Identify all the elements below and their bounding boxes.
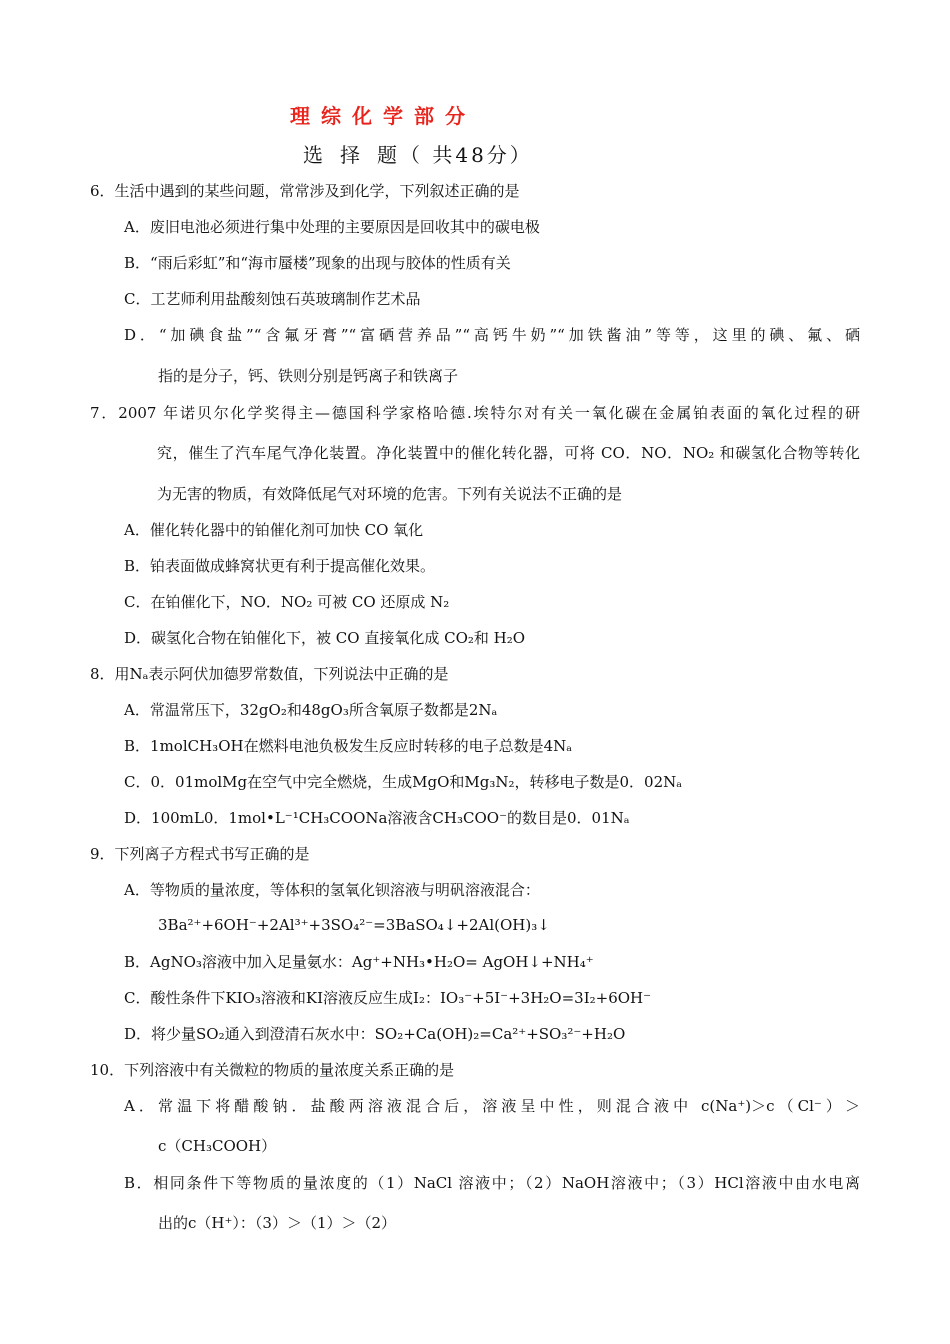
subtitle-part-2: 择 [340, 143, 363, 167]
question-7-option-b: B．铂表面做成蜂窝状更有利于提高催化效果。 [124, 557, 436, 575]
question-10-option-a-line-2: c（CH₃COOH） [158, 1137, 277, 1155]
question-8-option-a: A．常温常压下，32gO₂和48gO₃所含氧原子数都是2Nₐ [124, 701, 498, 719]
page-title: 理综化学部分 [290, 104, 476, 128]
question-6-option-d-line-2: 指的是分子，钙、铁则分别是钙离子和铁离子 [158, 367, 459, 385]
question-10-option-b-line-2: 出的c（H⁺）：（3）＞（1）＞（2） [158, 1214, 397, 1232]
question-10-option-a-line-1: A．常温下将醋酸钠．盐酸两溶液混合后，溶液呈中性，则混合液中 c(Na⁺)＞c（Cl⁻）＞ [124, 1097, 860, 1115]
question-7-option-d: D．碳氢化合物在铂催化下，被 CO 直接氧化成 CO₂和 H₂O [124, 629, 526, 647]
question-6-option-c: C．工艺师利用盐酸刻蚀石英玻璃制作艺术品 [124, 290, 421, 308]
question-8-option-b: B．1molCH₃OH在燃料电池负极发生反应时转移的电子总数是4Nₐ [124, 737, 573, 755]
question-6-option-d-line-1: D．“加碘食盐”“含氟牙膏”“富硒营养品”“高钙牛奶”“加铁酱油”等等，这里的碘、氟、硒 [124, 326, 860, 344]
question-6-stem: 6．生活中遇到的某些问题，常常涉及到化学，下列叙述正确的是 [90, 182, 520, 200]
question-9-option-d: D．将少量SO₂通入到澄清石灰水中：SO₂+Ca(OH)₂=Ca²⁺+SO₃²⁻+H₂O [124, 1025, 626, 1043]
question-9-option-b: B．AgNO₃溶液中加入足量氨水：Ag⁺+NH₃•H₂O= AgOH↓+NH₄⁺ [124, 953, 594, 971]
question-6-option-a: A．废旧电池必须进行集中处理的主要原因是回收其中的碳电极 [124, 218, 540, 236]
section-subtitle [303, 139, 533, 168]
question-10-option-b-line-1: B．相同条件下等物质的量浓度的（1）NaCl 溶液中；（2）NaOH溶液中；（3）HCl溶液中由水电离 [124, 1174, 860, 1192]
question-7-stem-line-2: 究，催生了汽车尾气净化装置。净化装置中的催化转化器，可将 CO．NO．NO₂ 和碳氢化合物等转化 [157, 444, 860, 462]
question-9-stem: 9．下列离子方程式书写正确的是 [90, 845, 310, 863]
subtitle-part-1: 选 [303, 143, 326, 167]
question-9-option-a-equation: 3Ba²⁺+6OH⁻+2Al³⁺+3SO₄²⁻=3BaSO₄↓+2Al(OH)₃↓ [158, 916, 550, 934]
question-10-stem: 10．下列溶液中有关微粒的物质的量浓度关系正确的是 [90, 1061, 455, 1079]
question-7-stem-line-1: 7．2007 年诺贝尔化学奖得主—德国科学家格哈德.埃特尔对有关一氧化碳在金属铂表面的氧化过程的研 [90, 404, 860, 422]
question-7-stem-line-3: 为无害的物质，有效降低尾气对环境的危害。下列有关说法不正确的是 [157, 485, 623, 503]
question-7-option-a: A．催化转化器中的铂催化剂可加快 CO 氧化 [124, 521, 424, 539]
question-9-option-c: C．酸性条件下KIO₃溶液和KI溶液反应生成I₂：IO₃⁻+5I⁻+3H₂O=3I₂+6OH⁻ [124, 989, 652, 1007]
question-8-option-d: D．100mL0．1mol•L⁻¹CH₃COONa溶液含CH₃COO⁻的数目是0．01Nₐ [124, 809, 630, 827]
question-8-option-c: C．0．01molMg在空气中完全燃烧，生成MgO和Mg₃N₂，转移电子数是0．02Nₐ [124, 773, 683, 791]
question-6-option-b: B．“雨后彩虹”和“海市蜃楼”现象的出现与胶体的性质有关 [124, 254, 511, 272]
question-9-option-a-line-1: A．等物质的量浓度，等体积的氢氧化钡溶液与明矾溶液混合： [124, 881, 540, 899]
question-7-option-c: C．在铂催化下，NO．NO₂ 可被 CO 还原成 N₂ [124, 593, 450, 611]
subtitle-part-3: 题（ 共48分） [377, 143, 533, 167]
question-8-stem: 8．用Nₐ表示阿伏加德罗常数值，下列说法中正确的是 [90, 665, 449, 683]
